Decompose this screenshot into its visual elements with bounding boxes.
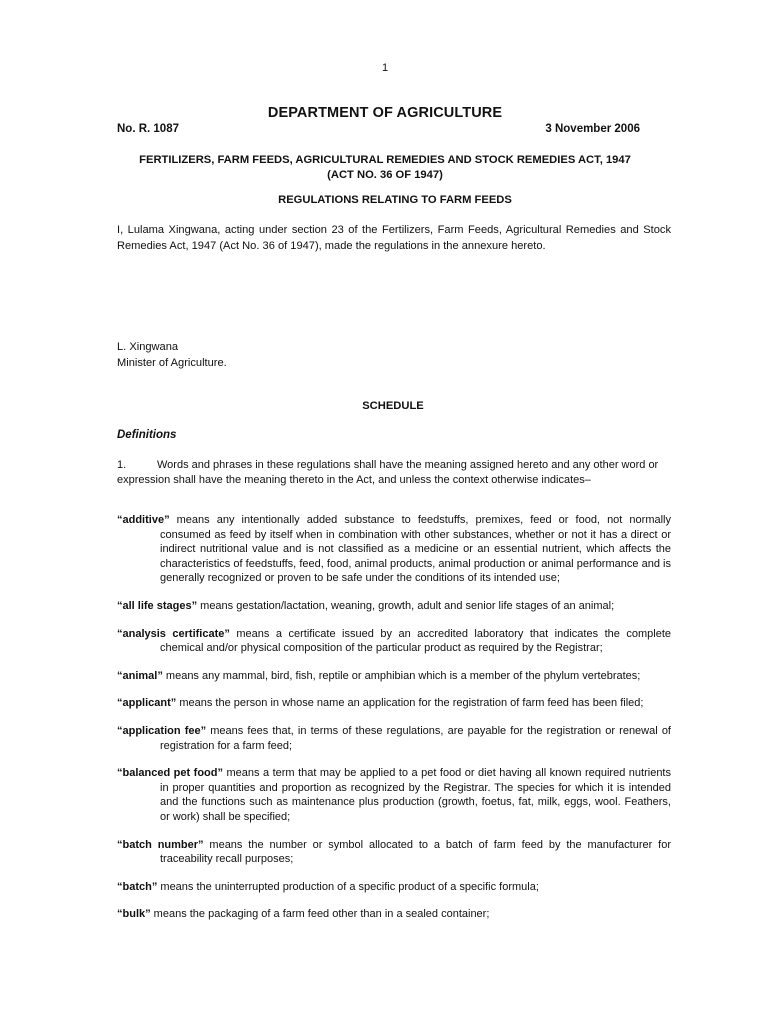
- definition-term: “batch number”: [117, 838, 204, 851]
- signatory-block: [117, 340, 227, 371]
- definition-term: “all life stages”: [117, 599, 198, 612]
- clause-text: Words and phrases in these regulations shall have the meaning assigned hereto and any other word or expression shall have the meaning thereto in the Act, and unless the context otherwise indicates–: [117, 459, 659, 486]
- signatory-name: L. Xingwana: [117, 341, 179, 353]
- schedule-heading: SCHEDULE: [362, 400, 424, 412]
- intro-paragraph: I, Lulama Xingwana, acting under section 23 of the Fertilizers, Farm Feeds, Agricultural Remedies and Stock Remedies Act, 1947 (Act No. 36 of 1947), made the regulations in the annexure hereto.: [117, 224, 671, 252]
- definition-text: means gestation/lactation, weaning, growth, adult and senior life stages of an animal;: [197, 599, 615, 612]
- notice-number: No. R. 1087: [117, 123, 179, 135]
- definition-item: [117, 513, 671, 586]
- definition-item: [117, 599, 671, 614]
- definition-text: means a term that may be applied to a pet food or diet having all known required nutrients in proper quantities and proportion as recognized by the Registrar. The species for which it is intended and the functions such as maintenance plus production (growth, foetus, fat, milk, eggs, wool. Feathers, or work) shall be specified;: [160, 767, 671, 823]
- definition-term: “additive”: [117, 514, 170, 526]
- definition-text: means the number or symbol allocated to a batch of farm feed by the manufacturer for traceability recall purposes;: [160, 838, 671, 866]
- regulations-title: REGULATIONS RELATING TO FARM FEEDS: [278, 194, 512, 206]
- definition-text: means fees that, in terms of these regulations, are payable for the registration or renewal of registration for a farm feed;: [160, 724, 671, 752]
- definition-term: “batch”: [117, 880, 158, 893]
- clause-number: 1.: [117, 459, 127, 471]
- act-title-line-2: (ACT NO. 36 OF 1947): [327, 168, 443, 181]
- definition-term: “balanced pet food”: [117, 767, 223, 780]
- definitions-list: [117, 502, 671, 935]
- definition-term: “application fee”: [117, 724, 207, 737]
- act-title: [100, 153, 670, 182]
- definition-text: means the uninterrupted production of a specific product of a specific formula;: [157, 880, 539, 893]
- page-number: 1: [381, 62, 389, 74]
- definition-item: [117, 696, 671, 711]
- definition-term: “animal”: [117, 669, 163, 682]
- definition-item: [117, 669, 671, 684]
- definition-item: [117, 724, 671, 753]
- act-title-line-1: FERTILIZERS, FARM FEEDS, AGRICULTURAL REMEDIES AND STOCK REMEDIES ACT, 1947: [139, 154, 631, 166]
- department-heading: DEPARTMENT OF AGRICULTURE: [267, 105, 503, 121]
- definition-text: means a certificate issued by an accredited laboratory that indicates the complete chemical and/or physical composition of the particular product as required by the Registrar;: [160, 627, 671, 655]
- definition-term: “analysis certificate”: [117, 627, 230, 640]
- notice-date: 3 November 2006: [545, 123, 640, 135]
- section-heading: Definitions: [117, 429, 177, 441]
- definition-item: [117, 907, 671, 922]
- definition-text: means any intentionally added substance to feedstuffs, premixes, feed or food, not normally consumed as feed by itself when in combination with other substances, whether or not it has a direct or indirect nutritional value and is not classified as a medicine or an essential nutrient, which affects the characteristics of feedstuffs, feed, food, animal products, animal production or animal performance and is generally recognized or proven to be safe under the conditions of its intended use;: [160, 514, 671, 585]
- definition-item: [117, 766, 671, 824]
- definition-text: means any mammal, bird, fish, reptile or amphibian which is a member of the phylum vertebrates;: [162, 669, 641, 682]
- definition-term: “applicant”: [117, 697, 177, 710]
- definition-text: means the person in whose name an application for the registration of farm feed has been filed;: [176, 697, 644, 710]
- definition-item: [117, 838, 671, 867]
- clause-1: [117, 458, 671, 488]
- signatory-title: Minister of Agriculture.: [117, 356, 227, 369]
- definition-term: “bulk”: [117, 908, 151, 921]
- definition-text: means the packaging of a farm feed other than in a sealed container;: [150, 908, 490, 921]
- definition-item: [117, 627, 671, 656]
- definition-item: [117, 880, 671, 895]
